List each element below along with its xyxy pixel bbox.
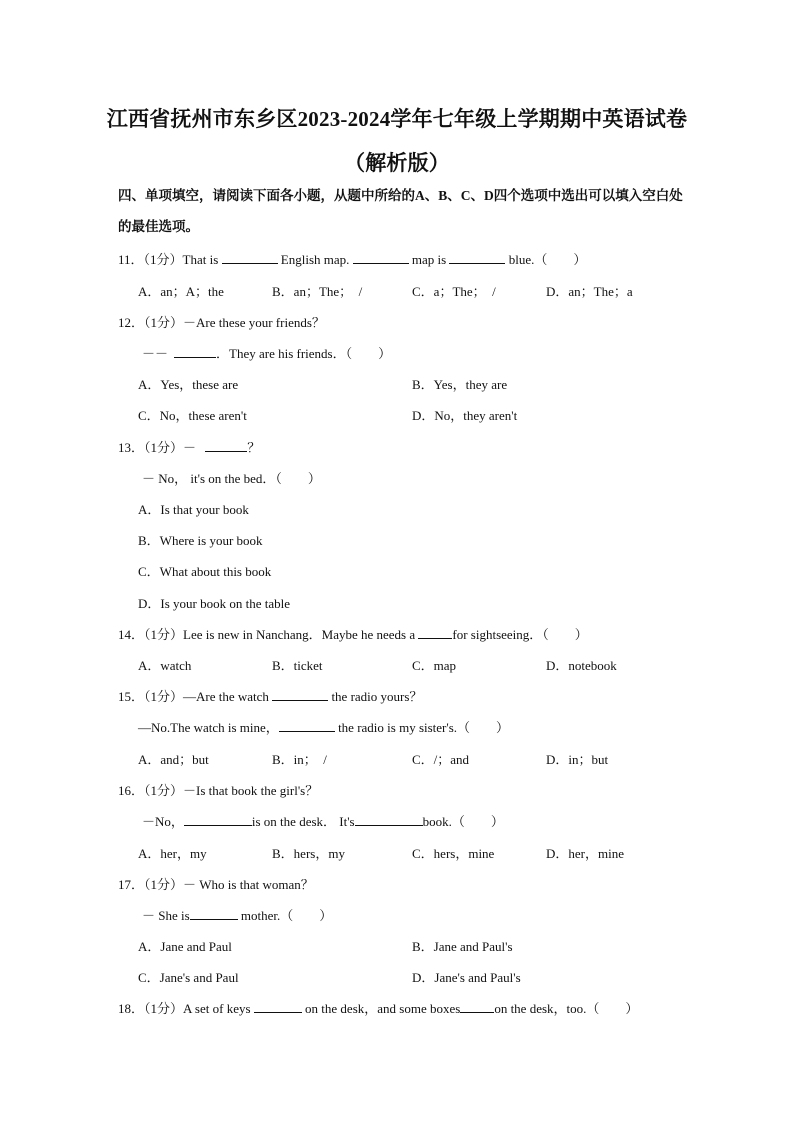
option-b: B．ticket: [272, 658, 323, 673]
question-number: 15．（1分）: [118, 689, 184, 704]
section-heading: 四、单项填空，请阅读下面各小题，从题中所给的A、B、C、D四个选项中选出可以填入空白处的最佳选项。: [118, 188, 683, 234]
question-number: 18．（1分）: [118, 1001, 184, 1016]
answer-blank: [418, 626, 452, 639]
option-c: C．/；and: [412, 752, 470, 767]
option-a: A．watch: [138, 658, 192, 673]
option-c: C．hers，mine: [412, 846, 495, 861]
answer-blank: [279, 719, 335, 732]
question-number: 11．（1分）: [118, 252, 183, 267]
question-14: 14．（1分）Lee is new in Nanchang．Maybe he needs a for sightseeing．（ ）: [118, 627, 588, 642]
question-number: 12．（1分）: [118, 315, 184, 330]
option-b: B．an；The； /: [272, 284, 363, 299]
option-d: D．Is your book on the table: [138, 596, 291, 611]
option-c: C．map: [412, 658, 457, 673]
answer-blank: [174, 345, 216, 358]
question-13-answer-line: － No， it's on the bed．（ ）: [142, 471, 321, 486]
option-c: C．a；The； /: [412, 284, 496, 299]
question-17-answer-line: － She is mother.（ ）: [142, 908, 333, 923]
question-13: 13．（1分）－ ？: [118, 440, 261, 455]
question-15-answer-line: —No.The watch is mine， the radio is my sister's.（ ）: [138, 720, 510, 735]
option-d: D．Jane's and Paul's: [412, 970, 521, 985]
option-a: A．her，my: [138, 846, 207, 861]
question-16: 16．（1分）－Is that book the girl's？: [118, 783, 319, 798]
option-b: B．Yes，they are: [412, 377, 508, 392]
question-number: 17．（1分）: [118, 877, 184, 892]
question-18: 18．（1分）A set of keys on the desk，and some boxes on the desk，too.（ ）: [118, 1001, 639, 1016]
question-12: 12．（1分）－Are these your friends？: [118, 315, 325, 330]
answer-blank: [190, 907, 238, 920]
answer-blank: [272, 688, 328, 701]
question-15: 15．（1分）—Are the watch the radio yours？: [118, 689, 423, 704]
question-number: 16．（1分）: [118, 783, 184, 798]
option-d: D．notebook: [546, 658, 617, 673]
option-d: D．her，mine: [546, 846, 624, 861]
question-12-answer-line: －－ ．They are his friends．（ ）: [142, 346, 392, 361]
document-subtitle: （解析版）: [344, 151, 450, 175]
option-b: B．Where is your book: [138, 533, 263, 548]
option-a: A．Yes，these are: [138, 377, 239, 392]
option-a: A．an；A；the: [138, 284, 224, 299]
option-d: D．in；but: [546, 752, 609, 767]
document-title: 江西省抚州市东乡区2023-2024学年七年级上学期期中英语试卷: [106, 107, 688, 131]
question-11: 11．（1分）That is English map. map is blue.（ ）: [118, 252, 587, 267]
question-16-answer-line: －No， is on the desk． It's book.（ ）: [142, 814, 504, 829]
option-d: D．No，they aren't: [412, 408, 518, 423]
answer-blank: [184, 813, 252, 826]
question-17: 17．（1分）－ Who is that woman？: [118, 877, 314, 892]
option-b: B．hers，my: [272, 846, 345, 861]
answer-blank: [355, 813, 423, 826]
option-c: C．Jane's and Paul: [138, 970, 239, 985]
question-number: 14．（1分）: [118, 627, 184, 642]
option-a: A．and；but: [138, 752, 209, 767]
option-c: C．No，these aren't: [138, 408, 247, 423]
option-c: C．What about this book: [138, 564, 272, 579]
answer-blank: [449, 251, 505, 264]
option-a: A．Jane and Paul: [138, 939, 232, 954]
option-d: D．an；The；a: [546, 284, 633, 299]
question-number: 13．（1分）: [118, 440, 184, 455]
answer-blank: [205, 439, 247, 452]
answer-blank: [254, 1000, 302, 1013]
answer-blank: [353, 251, 409, 264]
option-a: A．Is that your book: [138, 502, 249, 517]
option-b: B．Jane and Paul's: [412, 939, 513, 954]
option-b: B．in； /: [272, 752, 327, 767]
answer-blank: [222, 251, 278, 264]
answer-blank: [460, 1000, 494, 1013]
